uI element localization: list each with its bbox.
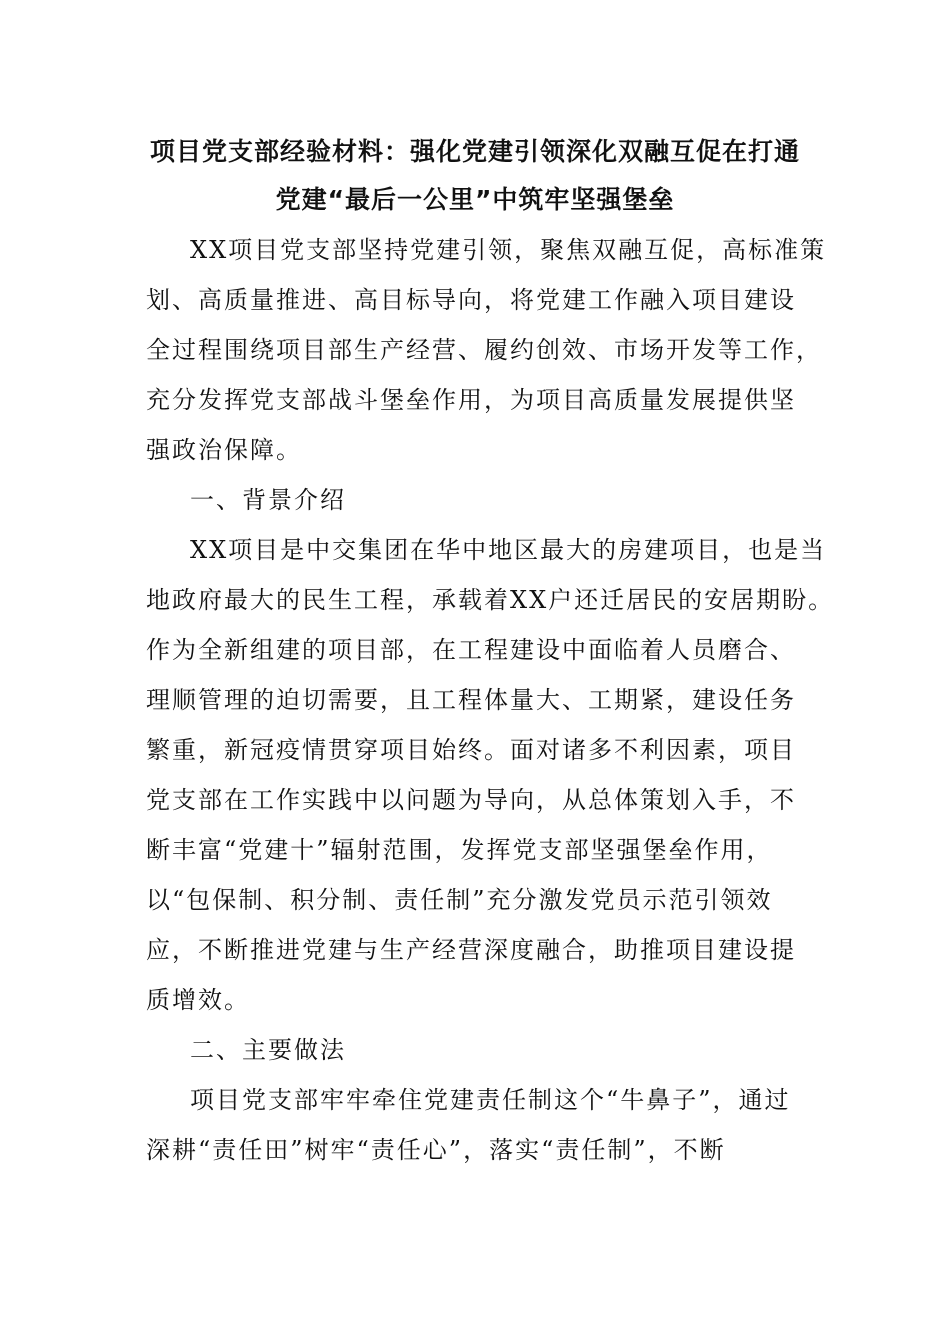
section-heading-methods: 二、主要做法 [190, 1036, 346, 1064]
paragraph-background-line: 地政府最大的民生工程，承载着XX户还迁居民的安居期盼。 [146, 586, 835, 614]
paragraph-intro-line: 强政治保障。 [146, 436, 302, 464]
section-heading-background: 一、背景介绍 [190, 486, 346, 514]
paragraph-intro-line: 充分发挥党支部战斗堡垒作用，为项目高质量发展提供坚 [146, 386, 796, 414]
paragraph-background-line: 质增效。 [146, 986, 250, 1014]
paragraph-methods-line: 深耕“责任田”树牢“责任心”，落实“责任制”，不断 [146, 1136, 726, 1164]
paragraph-background-line: 断丰富“党建十”辐射范围，发挥党支部坚强堡垒作用， [146, 836, 773, 864]
paragraph-methods-line: 项目党支部牢牢牵住党建责任制这个“牛鼻子”，通过 [190, 1086, 791, 1114]
paragraph-intro-line: 全过程围绕项目部生产经营、履约创效、市场开发等工作， [146, 336, 822, 364]
paragraph-background-line: 党支部在工作实践中以问题为导向，从总体策划入手，不 [146, 786, 796, 814]
paragraph-intro-line: XX项目党支部坚持党建引领，聚焦双融互促，高标准策 [190, 236, 827, 264]
paragraph-background-line: XX项目是中交集团在华中地区最大的房建项目，也是当 [190, 536, 827, 564]
paragraph-intro-line: 划、高质量推进、高目标导向，将党建工作融入项目建设 [146, 286, 796, 314]
paragraph-background-line: 作为全新组建的项目部，在工程建设中面临着人员磨合、 [146, 636, 796, 664]
title-line-2: 党建“最后一公里”中筑牢坚强堡垒 [275, 185, 675, 214]
paragraph-background-line: 应，不断推进党建与生产经营深度融合，助推项目建设提 [146, 936, 796, 964]
document-body [146, 225, 835, 1175]
document-title [140, 128, 810, 224]
paragraph-background-line: 理顺管理的迫切需要，且工程体量大、工期紧，建设任务 [146, 686, 796, 714]
title-line-1: 项目党支部经验材料：强化党建引领深化双融互促在打通 [149, 137, 800, 166]
paragraph-background-line: 以“包保制、积分制、责任制”充分激发党员示范引领效 [146, 886, 773, 914]
paragraph-background-line: 繁重，新冠疫情贯穿项目始终。面对诸多不利因素，项目 [146, 736, 796, 764]
